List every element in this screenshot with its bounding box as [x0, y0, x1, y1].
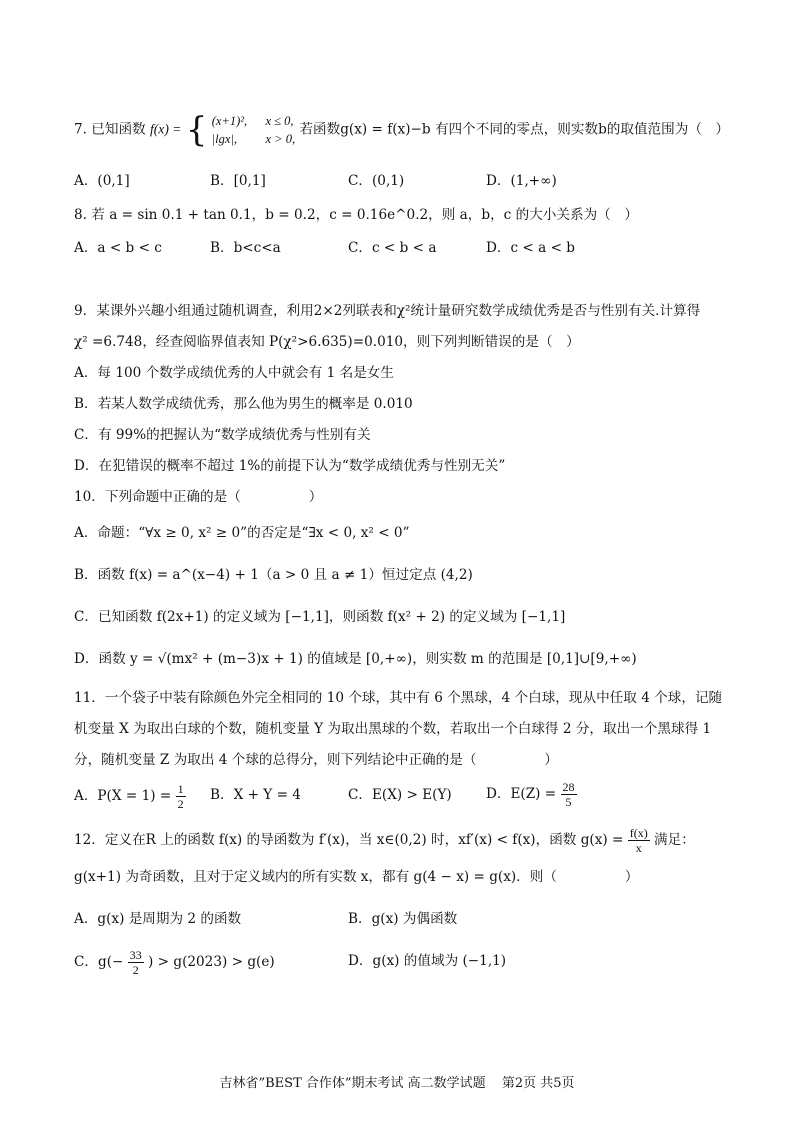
q9-line-2: χ² =6.748，经查阅临界值表知 P(χ²>6.635)=0.010，则下列判断错误的是（ ）	[74, 334, 580, 350]
q12-option-c-pre: C．g(−	[74, 954, 124, 970]
q11-option-d-num: 28	[562, 780, 575, 794]
q7-fx: f(x) =	[150, 121, 182, 137]
q9-option-c: C．有 99%的把握认为“数学成绩优秀与性别有关	[74, 427, 371, 443]
q9-option-a: A．每 100 个数学成绩优秀的人中就会有 1 名是女生	[74, 365, 394, 381]
q11-option-d-den: 5	[565, 795, 572, 809]
q10-stem: 10．下列命题中正确的是（ ）	[74, 489, 323, 505]
q7-option-b: B．[0,1]	[210, 173, 266, 189]
q12-option-d: D．g(x) 的值域为 (−1,1)	[348, 953, 507, 969]
q7-prefix: 7. 已知函数	[74, 121, 146, 138]
q12-gx-den: x	[635, 841, 642, 855]
q7-suffix: 若函数g(x) = f(x)−b 有四个不同的零点，则实数b的取值范围为（ ）	[299, 121, 730, 138]
q7-piece2-cond: x > 0,	[265, 132, 296, 146]
q12-option-c-den: 2	[132, 963, 139, 977]
page-footer	[0, 1072, 794, 1091]
q7-piece1-cond: x ≤ 0,	[265, 114, 294, 128]
q11-option-a	[74, 782, 186, 811]
q7-brace: {	[185, 110, 208, 150]
q12-option-c-fraction	[128, 948, 144, 977]
q11-line-1: 11．一个袋子中装有除颜色外完全相同的 10 个球，其中有 6 个黑球，4 个白球，现从中任取 4 个球，记随	[74, 690, 723, 706]
q7-piece-conds	[266, 112, 296, 148]
q11-option-d-text: D．E(Z) =	[486, 786, 557, 802]
q12-option-c	[74, 948, 275, 977]
q11-option-a-num: 1	[177, 782, 184, 796]
q11-line-2: 机变量 X 为取出白球的个数，随机变量 Y 为取出黑球的个数，若取出一个白球得 2 分，取出一个黑球得 1	[74, 721, 712, 737]
q8-option-b: B．b<c<a	[210, 240, 281, 256]
q11-option-c: C．E(X) > E(Y)	[348, 787, 452, 803]
q7-stem	[74, 112, 729, 148]
q11-option-b: B．X + Y = 4	[210, 787, 301, 803]
q12-line-1-text: 12．定义在R 上的函数 f(x) 的导函数为 f′(x)，当 x∈(0,2) 时，xf′(x) < f(x)，函数 g(x) =	[74, 832, 624, 848]
q12-option-c-num: 33	[129, 948, 142, 962]
q8-stem: 8. 若 a = sin 0.1 + tan 0.1，b = 0.2，c = 0.16e^0.2，则 a，b，c 的大小关系为（ ）	[74, 207, 638, 223]
q11-option-a-den: 2	[177, 797, 184, 811]
q8-option-c: C．c < b < a	[348, 240, 437, 256]
q8-option-d: D．c < a < b	[486, 240, 575, 256]
q12-line-2: g(x+1) 为奇函数，且对于定义域内的所有实数 x，都有 g(4 − x) = g(x)．则（ ）	[74, 869, 639, 885]
q7-option-c: C．(0,1)	[348, 173, 405, 189]
footer-exam-title: 吉林省”BEST 合作体”期末考试 高二数学试题	[219, 1076, 486, 1091]
q12-gx-num: f(x)	[629, 826, 648, 840]
q7-piece1-expr: (x+1)²,	[211, 114, 248, 128]
q7-option-a: A．(0,1]	[74, 173, 130, 189]
q9-option-d: D．在犯错误的概率不超过 1%的前提下认为“数学成绩优秀与性别无关”	[74, 458, 506, 474]
q12-option-a: A．g(x) 是周期为 2 的函数	[74, 911, 242, 927]
q10-option-a: A．命题：“∀x ≥ 0, x² ≥ 0”的否定是“∃x < 0, x² < 0”	[74, 525, 410, 541]
q11-option-d-fraction	[561, 780, 577, 809]
q10-option-b: B．函数 f(x) = a^(x−4) + 1（a > 0 且 a ≠ 1）恒过定点 (4,2)	[74, 567, 473, 583]
q9-line-1: 9．某课外兴趣小组通过随机调查，利用2×2列联表和χ²统计量研究数学成绩优秀是否与性别有关.计算得	[74, 303, 701, 319]
q10-option-d: D．函数 y = √(mx² + (m−3)x + 1) 的值域是 [0,+∞)，则实数 m 的范围是 [0,1]∪[9,+∞)	[74, 651, 637, 667]
q12-line-1	[74, 826, 695, 855]
q7-option-d: D．(1,+∞)	[486, 173, 557, 189]
q12-line-1-suffix: 满足：	[654, 832, 695, 848]
q12-option-b: B．g(x) 为偶函数	[348, 911, 458, 927]
q8-option-a: A．a < b < c	[74, 240, 162, 256]
q11-line-3: 分，随机变量 Z 为取出 4 个球的总得分，则下列结论中正确的是（ ）	[74, 752, 558, 768]
q10-option-c: C．已知函数 f(2x+1) 的定义域为 [−1,1]，则函数 f(x² + 2) 的定义域为 [−1,1]	[74, 609, 566, 625]
q11-option-d	[486, 780, 577, 809]
q11-option-a-fraction	[176, 782, 186, 811]
footer-page-number: 第2页 共5页	[501, 1076, 575, 1091]
q7-piece-exprs	[212, 112, 247, 148]
q12-option-c-post: ) > g(2023) > g(e)	[148, 954, 275, 970]
q11-option-a-text: A．P(X = 1) =	[74, 788, 172, 804]
q12-gx-fraction	[628, 826, 650, 855]
q7-piece2-expr: |lgx|,	[211, 132, 238, 146]
q9-option-b: B．若某人数学成绩优秀，那么他为男生的概率是 0.010	[74, 396, 413, 412]
